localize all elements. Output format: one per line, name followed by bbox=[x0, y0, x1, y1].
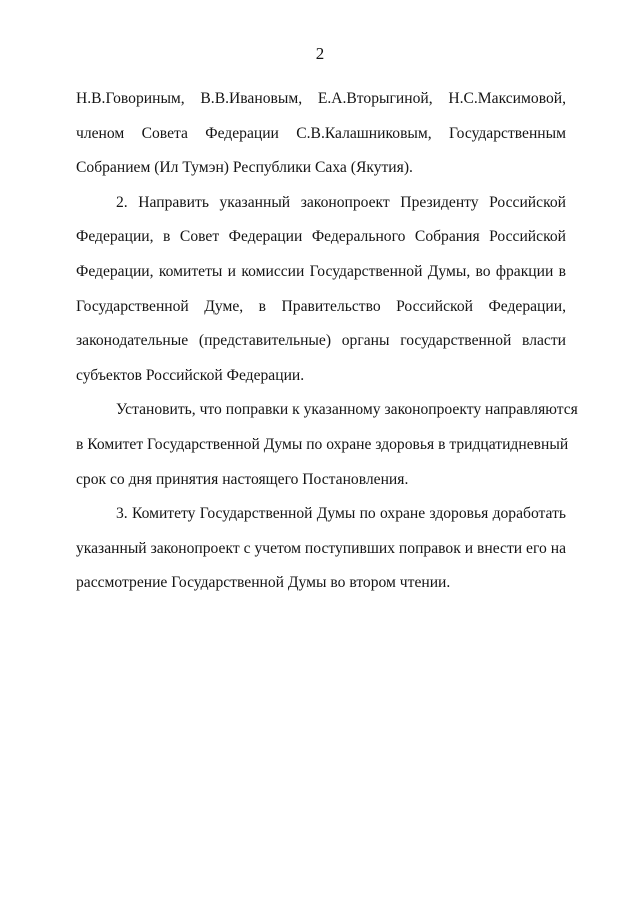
text-line: 3. Комитету Государственной Думы по охране здоровья доработать bbox=[116, 505, 566, 523]
text-line: Государственной Думе, в Правительство Российской Федерации, bbox=[76, 297, 566, 315]
text-line: членом Совета Федерации С.В.Калашниковым, Государственным bbox=[76, 124, 566, 142]
text-line: срок со дня принятия настоящего Постановления. bbox=[76, 470, 409, 488]
text-line: 2. Направить указанный законопроект Президенту Российской bbox=[116, 193, 566, 211]
document-body bbox=[76, 82, 578, 601]
text-line: Установить, что поправки к указанному законопроекту направляются bbox=[116, 401, 578, 419]
text-line: в Комитет Государственной Думы по охране здоровья в тридцатидневный bbox=[76, 435, 569, 453]
page-number: 2 bbox=[315, 44, 325, 63]
paragraph-item-2 bbox=[76, 186, 566, 394]
text-line: указанный законопроект с учетом поступивших поправок и внести его на bbox=[76, 539, 566, 557]
text-line: Н.В.Говориным, В.В.Ивановым, Е.А.Вторыгиной, Н.С.Максимовой, bbox=[76, 90, 566, 107]
paragraph-continuation bbox=[76, 82, 566, 186]
text-line: Федерации, комитеты и комиссии Государственной Думы, во фракции в bbox=[76, 262, 566, 280]
text-line: Собранием (Ил Тумэн) Республики Саха (Якутия). bbox=[76, 159, 413, 177]
paragraph-amendments bbox=[76, 393, 578, 497]
paragraph-item-3 bbox=[76, 497, 566, 601]
text-line: рассмотрение Государственной Думы во втором чтении. bbox=[76, 574, 451, 592]
text-line: Федерации, в Совет Федерации Федерального Собрания Российской bbox=[76, 228, 566, 246]
text-line: законодательные (представительные) органы государственной власти bbox=[76, 332, 566, 350]
text-line: субъектов Российской Федерации. bbox=[76, 366, 305, 384]
